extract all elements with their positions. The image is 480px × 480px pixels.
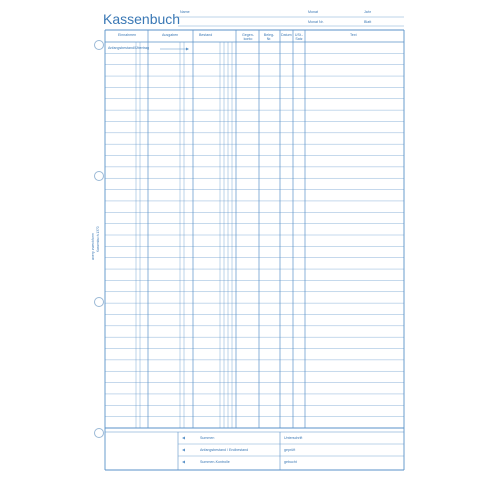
- punch-hole-upper-middle: [94, 171, 104, 181]
- column-header-ust-satz: USt.-Satz: [294, 33, 304, 41]
- footer-arrow-icon: [182, 437, 185, 440]
- footer-summen-label: Summen: [200, 436, 215, 440]
- footer-balance-label: Anfangsbestand / Endbestand: [200, 448, 249, 452]
- year-field-label: Jahr: [364, 10, 371, 14]
- column-header-beleg-nr: Beleg-Nr.: [263, 33, 275, 41]
- signature-label: Unterschrift: [284, 436, 303, 440]
- page-title: Kassenbuch: [103, 11, 181, 27]
- footer-arrow-icon: [182, 449, 185, 452]
- column-header-text: Text: [350, 33, 357, 37]
- punch-hole-lower-middle: [94, 297, 104, 307]
- month-number-label: Monat Nr.: [308, 20, 324, 24]
- checked-label: geprüft: [284, 448, 296, 452]
- name-field-label: Name: [180, 10, 190, 14]
- month-field-label: Monat: [308, 10, 318, 14]
- column-header-datum: Datum: [281, 33, 292, 37]
- brand-side-text: Kassenbuch 1370: [96, 226, 100, 252]
- footer-control-label: Summen-Kontrolle: [200, 460, 230, 464]
- brand-logo: avery zweckform: [91, 233, 95, 260]
- column-header-gegenkonto: Gegen-konto: [242, 33, 254, 41]
- booked-label: gebucht: [284, 460, 297, 464]
- footer-arrow-icon: [182, 461, 185, 464]
- opening-arrow-head: [186, 48, 189, 51]
- column-header-bestand: Bestand: [199, 33, 213, 37]
- sheet-number-label: Blatt: [364, 20, 372, 24]
- column-header-einnahmen: Einnahmen: [118, 33, 137, 37]
- punch-hole-bottom: [94, 428, 104, 438]
- column-header-ausgaben: Ausgaben: [162, 33, 179, 37]
- opening-balance-label: Anfangsbestand/Übertrag: [108, 46, 149, 50]
- punch-hole-top: [94, 40, 104, 50]
